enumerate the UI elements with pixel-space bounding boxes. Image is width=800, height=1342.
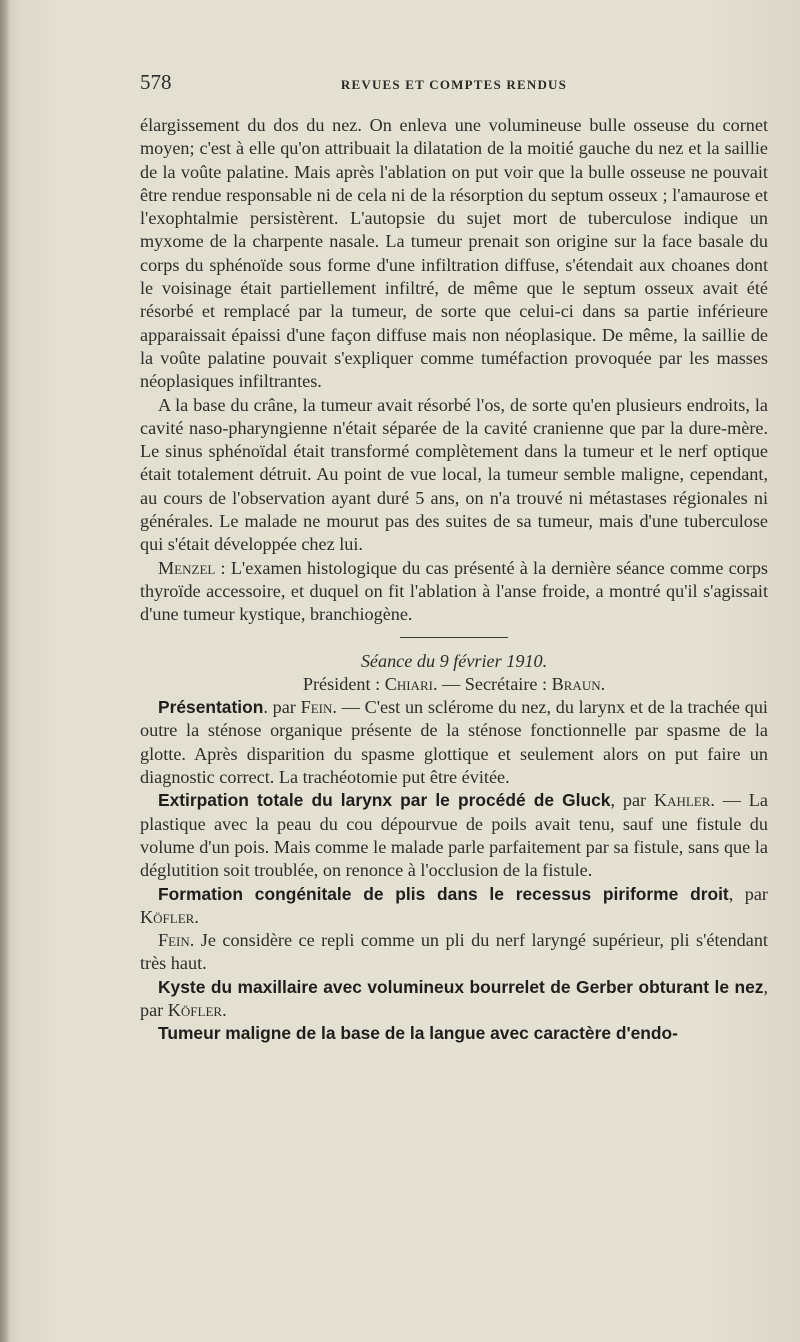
entry-kyste [140,976,768,1023]
speaker-name: Fein [158,930,190,951]
body-text [140,114,768,1046]
secretary-label: . — Secrétaire : [432,673,552,694]
paragraph-fein-reply [140,929,768,976]
entry-author: Fein [300,697,333,718]
entry-by: , par [728,883,768,904]
running-head: REVUES ET COMPTES RENDUS [340,77,568,92]
session-officers [140,673,768,696]
paragraph-menzel [140,557,768,627]
entry-by: . par [263,697,301,718]
entry-heading: Extirpation totale du larynx par le procédé de Gluck [158,790,611,811]
president-label: Président : [302,673,385,694]
secretary-name: Braun [551,673,601,694]
entry-by: , par [610,790,654,811]
entry-text: . — C'est un sclérome du nez, du larynx et de la trachée qui outre la sténose organique présente de la sténose fonctionnelle par spasme de la glotte. Après disparition du spasme glottique et seulement alors on put faire un diagnostic correct. La trachéotomie put être évitée. [140,697,768,788]
page-number: 578 [140,70,172,94]
paragraph-text: : L'examen histologique du cas présenté à la dernière séance comme corps thyroïde accessoire, et duquel on fit l'ablation à l'anse froide, a montré qu'il s'agissait d'une tumeur kystique, branchiogène. [140,557,768,625]
page-header [140,70,768,98]
president-name: Chiari [384,673,433,694]
paragraph-text: . Je considère ce repli comme un pli du nerf laryngé supérieur, pli s'étendant très haut. [140,930,768,974]
entry-formation [140,883,768,930]
entry-tumeur [140,1022,768,1045]
entry-extirpation [140,789,768,882]
entry-heading: Présentation [158,697,264,718]
session-title: Séance du 9 février 1910. [360,650,548,671]
entry-heading: Formation congénitale de plis dans le recessus piriforme droit [158,883,729,904]
paragraph-continued: élargissement du dos du nez. On enleva une volumineuse bulle osseuse du cornet moyen; c'est à elle qu'on attribuait la dilatation de la moitié gauche du nez et la saillie de la voûte palatine. Mais après l'ablation on put voir que la bulle osseuse ne pouvait être rendue responsable ni de cela ni de la résorption du septum osseux ; l'amaurose et l'exophtalmie persistèrent. L'autopsie du sujet mort de tuberculose indique un myxome de la charpente nasale. La tumeur prenait son origine sur la face basale du corps du sphénoïde sous forme d'une infiltration diffuse, s'étendait aux choanes dont le voisinage était partiellement infiltré, de même que le septum osseux avait été résorbé et remplacé par la tumeur, de sorte que celui-ci dans sa partie inférieure apparaissait épaissi d'une façon diffuse mais non néoplasique. De même, la saillie de la voûte palatine pouvait s'expliquer comme tuméfaction provoquée par les masses néoplasiques infiltrantes. [140,115,768,392]
section-separator [400,637,508,638]
entry-author: Köfler [140,906,195,927]
entry-heading: Kyste du maxillaire avec volumineux bourrelet de Gerber obturant le nez [158,976,764,997]
entry-heading: Tumeur maligne de la base de la langue avec caractère d'endo- [158,1023,678,1044]
entry-author: Köfler [167,999,223,1020]
entry-text: . — La plastique avec la peau du cou dépourvue de poils avait tenu, sauf une fistule du volume d'un pois. Mais comme le malade parle parfaitement par sa fistule, sans que la déglutition soit troublée, on renonce à l'occlusion de la fistule. [140,790,768,881]
entry-end: . [222,999,227,1020]
paragraph-skull-base: A la base du crâne, la tumeur avait résorbé l'os, de sorte qu'en plusieurs endroits, la cavité naso-pharyngienne n'était séparée de la cavité cranienne que par la dure-mère. Le sinus sphénoïdal était transformé complètement dans la tumeur et le nerf optique était totalement détruit. Au point de vue local, la tumeur semble maligne, cependant, au cours de l'observation ayant duré 5 ans, on n'a trouvé ni métastases régionales ni générales. Le malade ne mourut pas des suites de sa tumeur, mais d'une tuberculose qui s'était développée chez lui. [140,394,768,555]
entry-author: Kahler [653,790,711,811]
entry-by: , par [140,976,768,1020]
page-binding-shadow [0,0,10,1342]
speaker-name: Menzel [158,557,216,578]
entry-end: . [194,906,199,927]
entry-presentation [140,696,768,789]
officers-end: . [600,673,606,694]
